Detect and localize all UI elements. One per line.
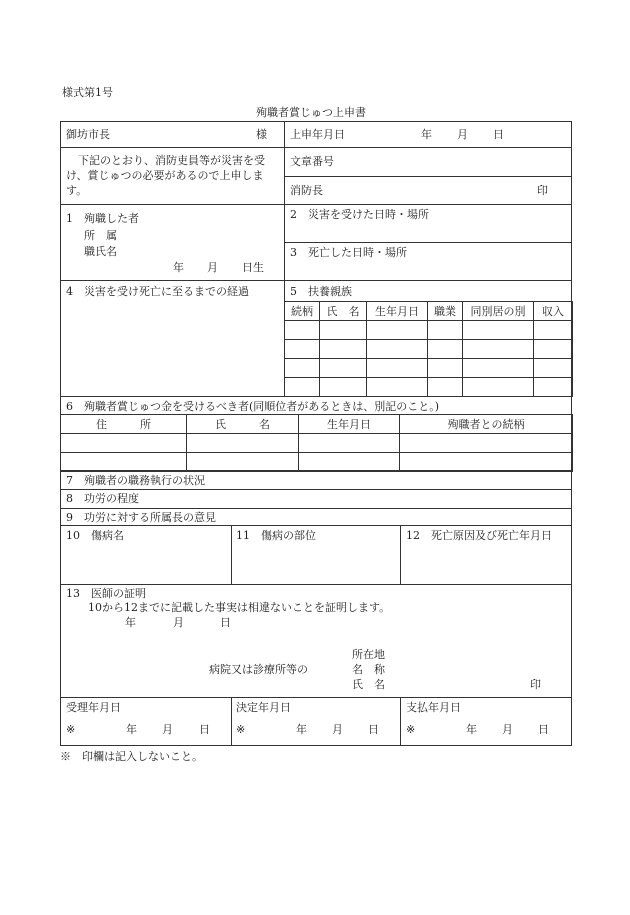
- row-divider: [60, 489, 572, 490]
- table-cell[interactable]: [285, 378, 320, 397]
- row-divider: [284, 242, 572, 243]
- doctor-seal-mark: 印: [530, 678, 541, 691]
- beneficiary-table: [60, 414, 573, 472]
- table-cell[interactable]: [534, 321, 573, 340]
- row-divider: [60, 697, 572, 698]
- section8-title: 8 功労の程度: [66, 492, 139, 505]
- paid-date-label: 支払年月日: [406, 701, 461, 714]
- hospital-label: 病院又は診療所等の: [209, 663, 308, 676]
- footnote: ※ 印欄は記入しないこと。: [60, 750, 203, 763]
- table-cell[interactable]: [400, 453, 573, 472]
- row-divider: [60, 584, 572, 585]
- table-header-row: [61, 415, 573, 434]
- section10-title: 10 傷病名: [66, 529, 124, 542]
- section12-title: 12 死亡原因及び死亡年月日: [406, 529, 552, 542]
- dependents-table: [284, 301, 573, 397]
- table-cell[interactable]: [187, 434, 299, 453]
- received-month: 月: [162, 723, 173, 736]
- table-cell[interactable]: [299, 434, 400, 453]
- table-row: [285, 340, 573, 359]
- section4-title: 4 災害を受け死亡に至るまでの経過: [66, 285, 249, 298]
- table-cell[interactable]: [428, 321, 463, 340]
- row-divider: [60, 147, 572, 148]
- table-cell[interactable]: [285, 340, 320, 359]
- doctor-name-label: 氏 名: [352, 678, 385, 691]
- table-cell[interactable]: [534, 378, 573, 397]
- table-cell[interactable]: [463, 321, 534, 340]
- row-divider: [60, 280, 572, 281]
- table-cell[interactable]: [285, 321, 320, 340]
- section9-title: 9 功労に対する所属長の意見: [66, 511, 216, 524]
- table-cell[interactable]: [463, 340, 534, 359]
- column-header: 生年月日: [299, 415, 400, 434]
- table-cell[interactable]: [367, 359, 428, 378]
- table-cell[interactable]: [463, 378, 534, 397]
- name-label: 職氏名: [84, 245, 117, 258]
- cert-day: 日: [220, 616, 231, 629]
- birth-day: 日生: [242, 261, 264, 274]
- table-cell[interactable]: [299, 453, 400, 472]
- table-cell[interactable]: [320, 340, 367, 359]
- office-use-mark: ※: [236, 723, 246, 736]
- intro-text-line1: 下記のとおり、消防吏員等が災害を受: [78, 154, 265, 167]
- section5-title: 5 扶養親族: [290, 285, 352, 298]
- column-divider: [231, 697, 232, 746]
- table-cell[interactable]: [534, 359, 573, 378]
- chief-label: 消防長: [290, 184, 323, 197]
- cert-month: 月: [173, 616, 184, 629]
- column-divider: [400, 525, 401, 584]
- table-cell[interactable]: [367, 321, 428, 340]
- affiliation-label: 所 属: [84, 229, 117, 242]
- section13-title: 13 医師の証明: [66, 587, 146, 600]
- decided-day: 日: [368, 723, 379, 736]
- section3-title: 3 死亡した日時・場所: [290, 246, 407, 259]
- column-header: 同別居の別: [463, 302, 534, 321]
- column-header: 氏 名: [320, 302, 367, 321]
- sama-label: 様: [256, 128, 267, 141]
- section1-title: 1 殉職した者: [66, 212, 139, 225]
- paid-month: 月: [502, 723, 513, 736]
- column-divider: [400, 697, 401, 746]
- section6-title: 6 殉職者賞じゅつ金を受けるべき者(同順位者があるときは、別記のこと。): [66, 400, 440, 413]
- section7-title: 7 殉職者の職務執行の状況: [66, 474, 205, 487]
- table-header-row: [285, 302, 573, 321]
- column-divider: [231, 525, 232, 584]
- submission-day: 日: [493, 128, 504, 141]
- cert-year: 年: [125, 616, 136, 629]
- table-cell[interactable]: [61, 434, 187, 453]
- table-cell[interactable]: [320, 321, 367, 340]
- table-cell[interactable]: [463, 359, 534, 378]
- table-cell[interactable]: [187, 453, 299, 472]
- facility-name-label: 名 称: [352, 663, 385, 676]
- row-divider: [60, 525, 572, 526]
- office-use-mark: ※: [406, 723, 416, 736]
- form-number: 様式第1号: [62, 86, 113, 99]
- table-row: [285, 378, 573, 397]
- intro-text-line2: け、賞じゅつの必要があるので上申しま: [66, 169, 264, 182]
- column-header: 職業: [428, 302, 463, 321]
- column-header: 住 所: [61, 415, 187, 434]
- table-row: [285, 321, 573, 340]
- birth-year: 年: [173, 261, 184, 274]
- row-divider: [284, 176, 572, 177]
- birth-month: 月: [207, 261, 218, 274]
- decided-date-label: 決定年月日: [236, 701, 291, 714]
- column-header: 生年月日: [367, 302, 428, 321]
- table-cell[interactable]: [428, 359, 463, 378]
- table-cell[interactable]: [285, 359, 320, 378]
- submission-month: 月: [457, 128, 468, 141]
- table-cell[interactable]: [320, 378, 367, 397]
- section11-title: 11 傷病の部位: [236, 529, 316, 542]
- column-header: 収入: [534, 302, 573, 321]
- table-row: [61, 434, 573, 453]
- table-cell[interactable]: [320, 359, 367, 378]
- certification-statement: 10から12までに記載した事実は相違ないことを証明します。: [88, 601, 391, 614]
- table-cell[interactable]: [428, 340, 463, 359]
- row-divider: [60, 508, 572, 509]
- column-header: 続柄: [285, 302, 320, 321]
- table-cell[interactable]: [61, 453, 187, 472]
- table-cell[interactable]: [367, 378, 428, 397]
- received-day: 日: [199, 723, 210, 736]
- form-title: 殉職者賞じゅつ上申書: [256, 106, 366, 119]
- intro-text-line3: す。: [66, 184, 88, 197]
- column-header: 氏 名: [187, 415, 299, 434]
- paid-year: 年: [466, 723, 477, 736]
- doc-number-label: 文章番号: [290, 155, 334, 168]
- table-cell[interactable]: [428, 378, 463, 397]
- received-year: 年: [126, 723, 137, 736]
- column-header: 殉職者との続柄: [400, 415, 573, 434]
- received-date-label: 受理年月日: [66, 701, 121, 714]
- decided-year: 年: [296, 723, 307, 736]
- addressee: 御坊市長: [66, 128, 110, 141]
- table-cell[interactable]: [400, 434, 573, 453]
- submission-date-label: 上申年月日: [290, 128, 345, 141]
- section2-title: 2 災害を受けた日時・場所: [290, 208, 429, 221]
- table-cell[interactable]: [367, 340, 428, 359]
- location-label: 所在地: [352, 648, 385, 661]
- table-row: [285, 359, 573, 378]
- decided-month: 月: [332, 723, 343, 736]
- table-row: [61, 453, 573, 472]
- table-cell[interactable]: [534, 340, 573, 359]
- submission-year: 年: [421, 128, 432, 141]
- paid-day: 日: [538, 723, 549, 736]
- office-use-mark: ※: [66, 723, 76, 736]
- row-divider: [60, 204, 572, 205]
- seal-mark: 印: [537, 184, 548, 197]
